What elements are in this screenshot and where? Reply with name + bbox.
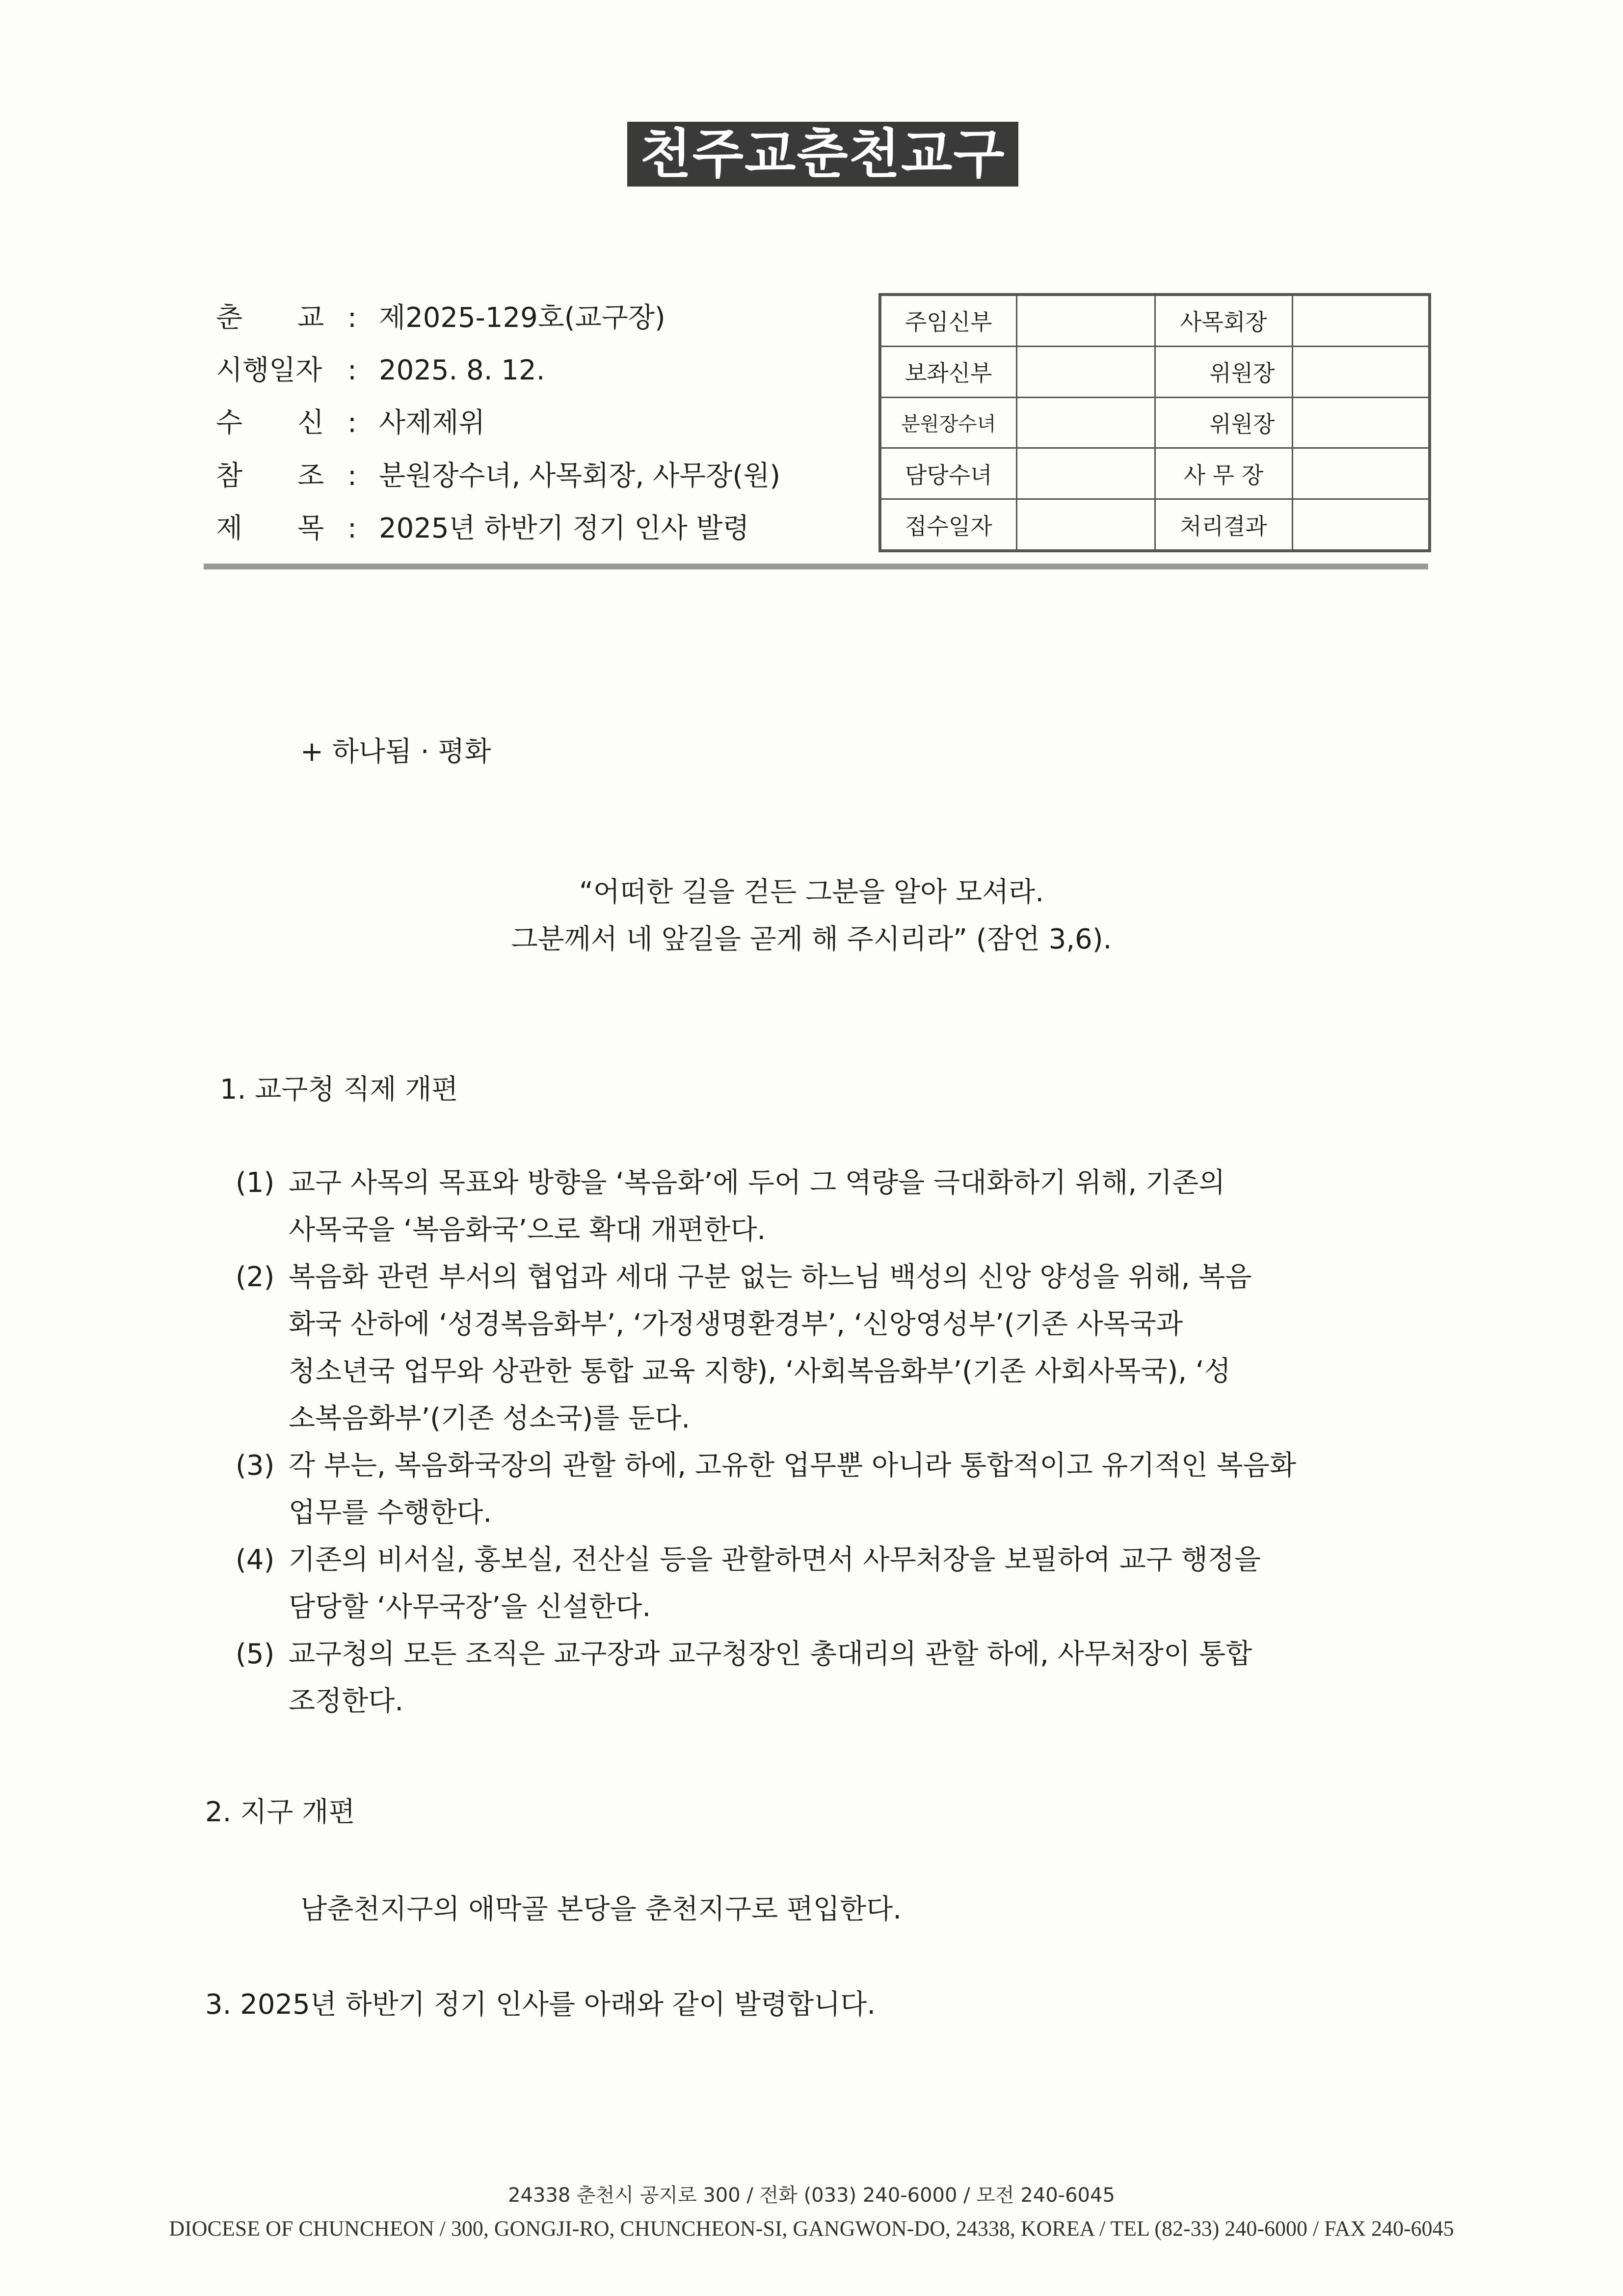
diocese-banner: 천주교춘천교구: [627, 122, 1018, 187]
approval-label: 사 무 장: [1155, 448, 1292, 499]
approval-signature-cell: [1016, 499, 1155, 551]
approval-signature-cell: [1292, 346, 1430, 397]
approval-row: [880, 295, 1430, 346]
approval-row: [880, 397, 1430, 448]
meta-label: 시행일자: [216, 354, 322, 386]
meta-sep: :: [347, 354, 357, 386]
approval-label: 보좌신부: [880, 346, 1016, 397]
section-1-item-3: [236, 1442, 1443, 1537]
item-number: (5): [236, 1638, 275, 1670]
section-1-item-4: [236, 1537, 1443, 1631]
meta-sep: :: [347, 513, 357, 544]
item-line: 소복음화부’(기존 성소국)를 둔다.: [289, 1403, 691, 1434]
approval-label: 주임신부: [880, 295, 1016, 346]
item-line: 교구청의 모든 조직은 교구장과 교구청장인 총대리의 관할 하에, 사무처장이 통합: [289, 1638, 1252, 1670]
item-line: 화국 산하에 ‘성경복음화부’, ‘가정생명환경부’, ‘신앙영성부’(기존 사목국과: [289, 1308, 1183, 1340]
item-number: (1): [236, 1167, 275, 1199]
meta-row-reference: [216, 457, 780, 496]
section-1-item-5: [236, 1631, 1443, 1725]
item-line: 교구 사목의 목표와 방향을 ‘복음화’에 두어 그 역량을 극대화하기 위해, 기존의: [289, 1167, 1225, 1199]
item-number: (4): [236, 1544, 275, 1576]
approval-signature-cell: [1292, 397, 1430, 448]
footer-address-korean: 24338 춘천시 공지로 300 / 전화 (033) 240-6000 / 모전 240-6045: [508, 2184, 1115, 2207]
meta-label: 춘 교: [216, 302, 324, 334]
meta-value: 2025년 하반기 정기 인사 발령: [379, 513, 749, 544]
approval-signature-cell: [1292, 499, 1430, 551]
meta-label: 수 신: [216, 407, 324, 439]
approval-label: 담당수녀: [880, 448, 1016, 499]
section-2-body: 남춘천지구의 애막골 본당을 춘천지구로 편입한다.: [300, 1893, 902, 1925]
approval-label: 위원장: [1155, 346, 1292, 397]
meta-row-subject: [216, 509, 749, 548]
item-line: 담당할 ‘사무국장’을 신설한다.: [289, 1591, 651, 1623]
meta-sep: :: [347, 302, 357, 334]
meta-row-document-number: [216, 298, 665, 338]
approval-signature-cell: [1292, 295, 1430, 346]
approval-label: 처리결과: [1155, 499, 1292, 551]
approval-row: [880, 346, 1430, 397]
meta-value: 2025. 8. 12.: [379, 354, 545, 386]
section-1-item-2: [236, 1254, 1443, 1442]
section-1-item-1: [236, 1160, 1443, 1254]
approval-label: 위원장: [1155, 397, 1292, 448]
approval-signature-cell: [1016, 397, 1155, 448]
approval-row: [880, 499, 1430, 551]
meta-row-date: [216, 351, 545, 390]
item-line: 사목국을 ‘복음화국’으로 확대 개편한다.: [289, 1214, 766, 1246]
quote-line-1: “어떠한 길을 걷든 그분을 알아 모셔라.: [579, 876, 1044, 908]
item-line: 복음화 관련 부서의 협업과 세대 구분 없는 하느님 백성의 신앙 양성을 위해, 복음: [289, 1261, 1252, 1293]
approval-label: 사목회장: [1155, 295, 1292, 346]
approval-row: [880, 448, 1430, 499]
quote-line-2: 그분께서 네 앞길을 곧게 해 주시리라” (잠언 3,6).: [511, 923, 1112, 955]
section-3-title: 3. 2025년 하반기 정기 인사를 아래와 같이 발령합니다.: [205, 1989, 876, 2021]
meta-label: 제 목: [216, 513, 324, 544]
item-line: 기존의 비서실, 홍보실, 전산실 등을 관할하면서 사무처장을 보필하여 교구 행정을: [289, 1544, 1261, 1576]
item-number: (3): [236, 1450, 275, 1482]
item-line: 청소년국 업무와 상관한 통합 교육 지향), ‘사회복음화부’(기존 사회사목국), ‘성: [289, 1355, 1231, 1387]
item-line: 조정한다.: [289, 1685, 404, 1717]
header-divider: [204, 564, 1428, 569]
approval-label: 분원장수녀: [880, 397, 1016, 448]
meta-sep: :: [347, 460, 357, 492]
meta-value: 제2025-129호(교구장): [379, 302, 665, 334]
approval-signature-cell: [1016, 295, 1155, 346]
item-line: 업무를 수행한다.: [289, 1497, 492, 1529]
meta-label: 참 조: [216, 460, 324, 492]
item-number: (2): [236, 1261, 275, 1293]
greeting: + 하나됨 · 평화: [300, 736, 491, 768]
meta-value: 사제제위: [379, 407, 485, 439]
section-2-title: 2. 지구 개편: [205, 1796, 355, 1828]
approval-signature-cell: [1016, 448, 1155, 499]
section-1-title: 1. 교구청 직제 개편: [220, 1074, 458, 1106]
approval-table: [878, 293, 1431, 552]
item-line: 각 부는, 복음화국장의 관할 하에, 고유한 업무뿐 아니라 통합적이고 유기적인 복음화: [289, 1450, 1296, 1482]
meta-value: 분원장수녀, 사목회장, 사무장(원): [379, 460, 781, 492]
approval-signature-cell: [1016, 346, 1155, 397]
approval-label: 접수일자: [880, 499, 1016, 551]
meta-row-recipient: [216, 404, 485, 443]
meta-sep: :: [347, 407, 357, 439]
approval-signature-cell: [1292, 448, 1430, 499]
footer-address-english: DIOCESE OF CHUNCHEON / 300, GONGJI-RO, CHUNCHEON-SI, GANGWON-DO, 24338, KOREA / TEL (82-33) 240-6000 / FAX 240-6045: [169, 2216, 1454, 2241]
